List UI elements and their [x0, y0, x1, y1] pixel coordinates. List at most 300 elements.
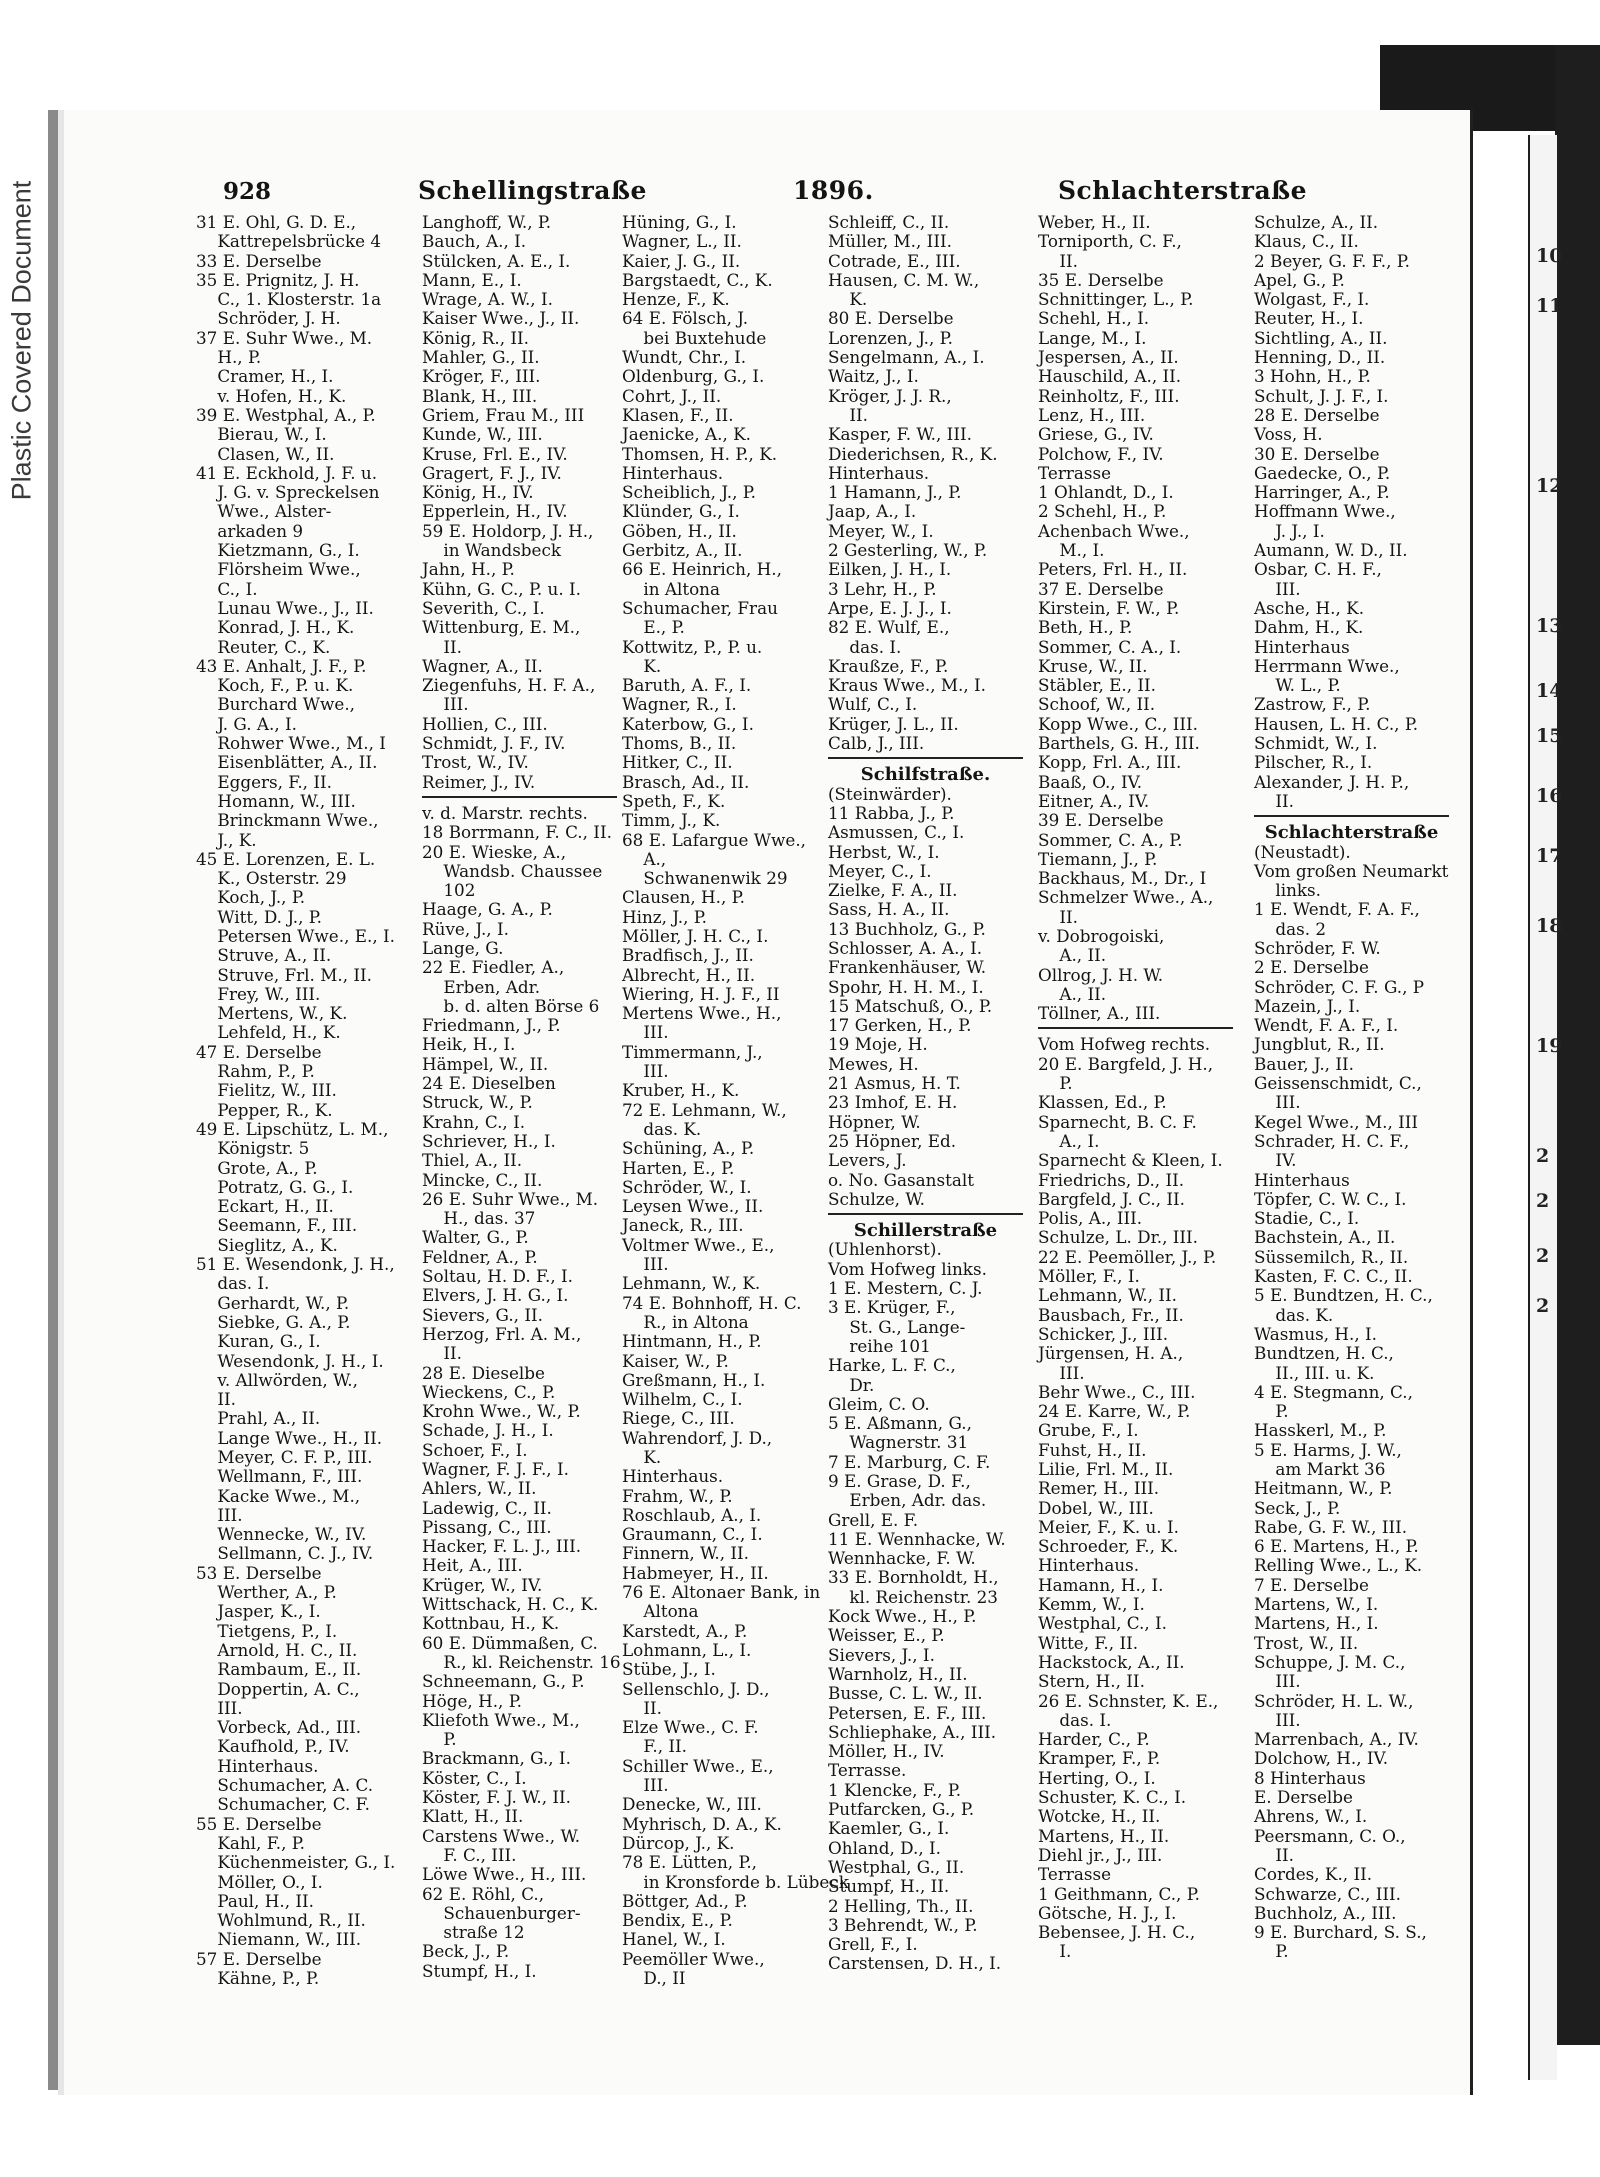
directory-entry: Thomsen, H. P., K. [622, 443, 778, 464]
directory-entry: Bradfisch, J., II. [622, 945, 754, 966]
directory-entry: v. Dobrogoiski, [1038, 925, 1165, 946]
directory-entry: reihe 101 [828, 1335, 931, 1356]
directory-entry: Severith, C., I. [422, 597, 545, 618]
directory-entry: Hasskerl, M., P. [1254, 1420, 1387, 1441]
directory-entry: Eckart, H., II. [196, 1196, 334, 1217]
directory-entry: Bauch, A., I. [422, 231, 527, 252]
directory-entry: Westphal, C., I. [1038, 1613, 1167, 1634]
directory-entry: 2 Helling, Th., II. [828, 1895, 974, 1916]
directory-entry: Calb, J., III. [828, 733, 925, 754]
directory-entry: Krüger, J. L., II. [828, 713, 959, 734]
directory-entry: Krüger, W., IV. [422, 1574, 543, 1595]
directory-entry: Kottnbau, H., K. [422, 1613, 560, 1634]
margin-fragment: 12 [1536, 475, 1563, 497]
directory-entry: 5 E. Harms, J. W., [1254, 1439, 1402, 1460]
directory-entry: Schriever, H., I. [422, 1130, 556, 1151]
directory-entry: Karstedt, A., P. [622, 1620, 748, 1641]
directory-entry: Kuran, G., I. [196, 1331, 321, 1352]
directory-entry: Töllner, A., III. [1038, 1003, 1161, 1024]
directory-entry: 3 Hohn, H., P. [1254, 366, 1371, 387]
directory-entry: 49 E. Lipschütz, L. M., [196, 1118, 389, 1139]
column-6 [1254, 213, 1449, 1962]
directory-entry: Mewes, H. [828, 1053, 919, 1074]
directory-entry: Hauschild, A., II. [1038, 366, 1182, 387]
directory-entry: 45 E. Lorenzen, E. L. [196, 848, 376, 869]
column-2 [422, 212, 621, 1981]
directory-entry: Löwe Wwe., H., III. [422, 1864, 587, 1885]
directory-entry: Schroeder, F., K. [1038, 1536, 1179, 1557]
directory-entry: Friedrichs, D., II. [1038, 1169, 1185, 1190]
directory-entry: Wilhelm, C., I. [622, 1389, 743, 1410]
directory-entry: Terrasse. [828, 1760, 907, 1781]
directory-entry: Bachstein, A., II. [1254, 1227, 1396, 1248]
directory-entry: Bauer, J., II. [1254, 1053, 1354, 1074]
directory-entry: Lehfeld, H., K. [196, 1022, 341, 1043]
directory-entry: 28 E. Derselbe [1254, 404, 1380, 425]
directory-entry: Lange, G. [422, 937, 504, 958]
directory-entry: Sass, H. A., II. [828, 899, 950, 920]
directory-entry: Hinterhaus. [622, 1466, 724, 1487]
directory-entry: König, H., IV. [422, 482, 534, 503]
directory-entry: 13 Buchholz, G., P. [828, 918, 986, 939]
directory-entry: Wagnerstr. 31 [828, 1432, 969, 1453]
directory-entry: Sievers, G., II. [422, 1304, 543, 1325]
directory-entry: 21 Asmus, H. T. [828, 1073, 961, 1094]
directory-entry: Kühn, G. C., P. u. I. [422, 578, 581, 599]
directory-entry: 22 E. Fiedler, A., [422, 957, 565, 978]
directory-entry: III. [1254, 578, 1301, 599]
street-heading: Schillerstraße [853, 1220, 998, 1242]
directory-entry: I. [1038, 1941, 1072, 1962]
directory-entry: Frahm, W., P. [622, 1485, 733, 1506]
directory-entry: 4 E. Stegmann, C., [1254, 1381, 1413, 1402]
directory-entry: Bierau, W., I. [196, 424, 327, 445]
directory-entry: Griem, Frau M., III [422, 404, 585, 425]
directory-entry: III. [196, 1697, 243, 1718]
directory-entry: A., II. [1038, 983, 1107, 1004]
directory-entry: Mazein, J., I. [1254, 995, 1361, 1016]
directory-entry: Diehl jr., J., III. [1038, 1844, 1163, 1865]
directory-entry: Beth, H., P. [1038, 617, 1133, 638]
directory-entry: Konrad, J. H., K. [196, 617, 355, 638]
directory-entry: Grube, F., I. [1038, 1420, 1139, 1441]
directory-entry: Apel, G., P. [1254, 269, 1345, 290]
directory-entry: Homann, W., III. [196, 790, 356, 811]
street-heading: Schlachterstraße [1264, 822, 1439, 844]
directory-entry: 1 Geithmann, C., P. [1038, 1883, 1200, 1904]
directory-entry: Wiering, H. J. F., II [622, 983, 780, 1004]
directory-entry: Wasmus, H., I. [1254, 1323, 1378, 1344]
directory-entry: 60 E. Dümmaßen, C. [422, 1632, 598, 1653]
directory-entry: Wieckens, C., P. [422, 1381, 556, 1402]
directory-entry: Busse, C. L. W., II. [828, 1683, 983, 1704]
right-street-title: Schlachterstraße [1058, 176, 1308, 205]
directory-entry: Hackstock, A., II. [1038, 1651, 1185, 1672]
directory-entry: II. [422, 636, 462, 657]
page-header [223, 176, 1308, 216]
directory-entry: Ohland, D., I. [828, 1837, 941, 1858]
directory-entry: 102 [422, 880, 476, 901]
directory-entry: Soltau, H. D. F., I. [422, 1266, 574, 1287]
directory-entry: K. [828, 289, 868, 310]
directory-entry: Elvers, J. H. G., I. [422, 1285, 569, 1306]
directory-entry: Walter, G., P. [422, 1227, 529, 1248]
directory-entry: Eggers, F., II. [196, 771, 332, 792]
directory-entry: Witte, F., II. [1038, 1632, 1139, 1653]
directory-entry: 57 E. Derselbe [196, 1948, 322, 1969]
directory-entry: St. G., Lange- [828, 1316, 966, 1337]
directory-entry: 20 E. Bargfeld, J. H., [1038, 1053, 1214, 1074]
directory-entry: 39 E. Derselbe [1038, 810, 1164, 831]
directory-entry: Stumpf, H., I. [422, 1960, 537, 1981]
directory-entry: Ziegenfuhs, H. F. A., [422, 675, 596, 696]
directory-entry: Sengelmann, A., I. [828, 347, 985, 368]
directory-entry: Meier, F., K. u. I. [1038, 1516, 1179, 1537]
margin-fragment: 2 [1536, 1190, 1550, 1212]
directory-entry: Speth, F., K. [622, 790, 726, 811]
directory-entry: Lehmann, W., K. [622, 1273, 761, 1294]
directory-entry: 30 E. Derselbe [1254, 443, 1380, 464]
directory-entry: Herting, O., I. [1038, 1767, 1156, 1788]
directory-entry: Martens, W., I. [1254, 1594, 1379, 1615]
directory-entry: Voss, H. [1254, 424, 1323, 445]
directory-entry: Struck, W., P. [422, 1092, 533, 1113]
directory-entry: Sieglitz, A., K. [196, 1234, 338, 1255]
directory-entry: Wellmann, F., III. [196, 1466, 363, 1487]
directory-entry: Koch, J., P. [196, 887, 306, 908]
directory-entry: Zielke, F. A., II. [828, 880, 958, 901]
directory-entry: Vom Hofweg rechts. [1038, 1034, 1211, 1055]
directory-entry: Dr. [828, 1374, 875, 1395]
directory-entry: 80 E. Derselbe [828, 308, 954, 329]
directory-entry: 25 Höpner, Ed. [828, 1130, 957, 1151]
directory-entry: Stern, H., II. [1038, 1671, 1145, 1692]
directory-entry: II. [1038, 250, 1078, 271]
directory-entry: Tietgens, P., I. [196, 1620, 338, 1641]
directory-entry: Wundt, Chr., I. [622, 347, 747, 368]
directory-entry: Klassen, Ed., P. [1038, 1092, 1167, 1113]
directory-entry: Harten, E., P. [622, 1157, 735, 1178]
directory-entry: Herbst, W., I. [828, 841, 940, 862]
directory-entry: Trost, W., IV. [422, 752, 529, 773]
directory-entry: 26 E. Suhr Wwe., M. [422, 1188, 599, 1209]
directory-entry: J., K. [196, 829, 257, 850]
directory-entry: Wwe., Alster- [196, 501, 332, 522]
directory-entry: Bundtzen, H. C., [1254, 1343, 1394, 1364]
directory-entry: Reinholtz, F., III. [1038, 385, 1180, 406]
margin-fragment: 17 [1536, 845, 1563, 867]
directory-entry: A., [622, 848, 667, 869]
directory-entry: 22 E. Peemöller, J., P. [1038, 1246, 1217, 1267]
directory-entry: Epperlein, H., IV. [422, 501, 568, 522]
directory-entry: Schwanenwik 29 [622, 868, 788, 889]
directory-entry: Backhaus, M., Dr., I [1038, 868, 1207, 889]
directory-entry: K., Osterstr. 29 [196, 868, 347, 889]
directory-entry: Peemöller Wwe., [622, 1948, 765, 1969]
directory-entry: Grell, F., I. [828, 1934, 918, 1955]
directory-entry: Lunau Wwe., J., II. [196, 597, 374, 618]
directory-entry: F. C., III. [422, 1844, 517, 1865]
directory-entry: Polis, A., III. [1038, 1208, 1143, 1229]
directory-entry: Hoffmann Wwe., [1254, 501, 1396, 522]
directory-entry: II. [622, 1697, 662, 1718]
directory-entry: Schulze, A., II. [1254, 212, 1379, 232]
directory-entry: Friedmann, J., P. [422, 1015, 561, 1036]
directory-entry: Remer, H., III. [1038, 1478, 1160, 1499]
directory-entry: Wennhacke, F. W. [828, 1548, 976, 1569]
directory-entry: Küchenmeister, G., I. [196, 1852, 396, 1873]
directory-entry: Graumann, C., I. [622, 1524, 763, 1545]
directory-entry: Schulze, L. Dr., III. [1038, 1227, 1198, 1248]
directory-entry: am Markt 36 [1254, 1459, 1386, 1479]
directory-entry: v. Allwörden, W., [196, 1369, 358, 1390]
directory-entry: R., in Altona [622, 1311, 749, 1332]
directory-entry: 51 E. Wesendonk, J. H., [196, 1254, 395, 1275]
directory-entry: 68 E. Lafargue Wwe., [622, 829, 807, 850]
directory-entry: Kasten, F. C. C., II. [1254, 1266, 1413, 1287]
column-4 [828, 213, 1023, 1974]
directory-entry: 3 E. Krüger, F., [828, 1297, 956, 1318]
directory-entry: Waitz, J., I. [828, 366, 919, 387]
directory-entry: 37 E. Suhr Wwe., M. [196, 327, 373, 348]
directory-entry: Grell, E. F. [828, 1509, 919, 1530]
directory-entry: Rabe, G. F. W., III. [1254, 1516, 1408, 1537]
directory-entry: Kahl, F., P. [196, 1832, 305, 1853]
directory-entry: Achenbach Wwe., [1038, 520, 1190, 541]
directory-entry: Levers, J. [828, 1150, 907, 1171]
directory-entry: H., P. [196, 347, 262, 368]
directory-entry: Feldner, A., P. [422, 1246, 538, 1267]
directory-entry: Wagner, A., II. [422, 655, 543, 676]
directory-entry: Köster, F. J. W., II. [422, 1787, 572, 1808]
directory-entry: Martens, H., II. [1038, 1825, 1170, 1846]
directory-entry: Kaiser, W., P. [622, 1350, 729, 1371]
directory-entry: 3 Lehr, H., P. [828, 578, 937, 599]
directory-entry: Flörsheim Wwe., [196, 559, 361, 580]
directory-entry: Behr Wwe., C., III. [1038, 1381, 1196, 1402]
directory-entry: bei Buxtehude [622, 327, 767, 348]
directory-entry: 28 E. Dieselbe [422, 1362, 545, 1383]
directory-entry: Reuter, C., K. [196, 636, 331, 657]
directory-entry: Petersen, E. F., III. [828, 1702, 987, 1723]
directory-entry: 6 E. Martens, H., P. [1254, 1536, 1419, 1557]
directory-entry: II. [1038, 906, 1078, 927]
directory-entry: 20 E. Wieske, A., [422, 841, 567, 862]
directory-entry: Habmeyer, H., II. [622, 1562, 769, 1583]
directory-entry: Janeck, R., III. [622, 1215, 744, 1236]
directory-entry: Rambaum, E., II. [196, 1659, 362, 1680]
directory-entry: Schleiff, C., II. [828, 212, 950, 232]
directory-entry: Frey, W., III. [196, 983, 321, 1004]
directory-entry: Tiemann, J., P. [1038, 848, 1158, 869]
directory-entry: Lilie, Frl. M., II. [1038, 1459, 1174, 1479]
directory-entry: Wittschack, H. C., K. [422, 1594, 599, 1615]
directory-entry: Hinterhaus [1254, 636, 1350, 657]
directory-entry: Kruse, Frl. E., IV. [422, 443, 568, 464]
directory-entry: Möller, O., I. [196, 1871, 323, 1892]
directory-entry: kl. Reichenstr. 23 [828, 1586, 998, 1607]
directory-entry: straße 12 [422, 1922, 525, 1943]
directory-entry: Schiller Wwe., E., [622, 1755, 774, 1776]
directory-entry: 5 E. Bundtzen, H. C., [1254, 1285, 1433, 1306]
directory-entry: Schulze, W. [828, 1188, 925, 1209]
directory-entry: Mahler, G., II. [422, 347, 540, 368]
directory-entry: 1 Klencke, F., P. [828, 1779, 962, 1800]
directory-entry: Schlosser, A. A., I. [828, 937, 983, 958]
directory-entry: 7 E. Derselbe [1254, 1574, 1369, 1595]
directory-entry: Thoms, B., II. [622, 733, 737, 754]
directory-entry: das. I. [828, 636, 902, 657]
directory-entry: II. [1254, 790, 1294, 811]
directory-entry: 19 Moje, H. [828, 1034, 928, 1055]
directory-entry: Rüve, J., I. [422, 918, 509, 939]
directory-entry: Struve, A., II. [196, 945, 332, 966]
directory-entry: Stäbler, E., II. [1038, 675, 1156, 696]
directory-entry: Reuter, H., I. [1254, 308, 1364, 329]
directory-entry: Peters, Frl. H., II. [1038, 559, 1188, 580]
directory-entry: J. J., I. [1254, 520, 1325, 541]
directory-entry: 7 E. Marburg, C. F. [828, 1451, 991, 1472]
directory-entry: Doppertin, A. C., [196, 1678, 360, 1699]
directory-entry: Wulf, C., I. [828, 694, 918, 715]
directory-entry: Scheiblich, J., P. [622, 482, 757, 503]
directory-entry: b. d. alten Börse 6 [422, 995, 600, 1016]
directory-entry: Kröger, J. J. R., [828, 385, 952, 406]
directory-entry: Werther, A., P. [196, 1582, 337, 1603]
directory-entry: Albrecht, H., II. [622, 964, 756, 985]
directory-entry: Lange Wwe., H., II. [196, 1427, 383, 1448]
directory-entry: v. d. Marstr. rechts. [422, 802, 588, 823]
directory-entry: Kietzmann, G., I. [196, 540, 360, 561]
directory-entry: Rohwer Wwe., M., I [196, 733, 386, 754]
directory-entry: III. [1254, 1709, 1301, 1730]
directory-entry: Seck, J., P. [1254, 1497, 1341, 1518]
directory-entry: Kemm, W., I. [1038, 1594, 1145, 1615]
directory-entry: 26 E. Schnster, K. E., [1038, 1690, 1219, 1711]
directory-entry: II. [1254, 1844, 1294, 1865]
directory-entry: Marrenbach, A., IV. [1254, 1729, 1419, 1750]
directory-entry: Riege, C., III. [622, 1408, 735, 1429]
directory-entry: Leysen Wwe., II. [622, 1196, 764, 1217]
directory-entry: 2 Gesterling, W., P. [828, 540, 988, 561]
directory-entry: Hitker, C., II. [622, 752, 733, 773]
directory-entry: Terrasse [1038, 462, 1112, 483]
directory-entry: 59 E. Holdorp, J. H., [422, 520, 594, 541]
directory-entry: 2 E. Derselbe [1254, 957, 1369, 978]
directory-entry: III. [1254, 1092, 1301, 1113]
directory-entry: das. I. [1038, 1709, 1112, 1730]
margin-fragment: 19 [1536, 1035, 1563, 1057]
directory-entry: II. [828, 404, 868, 425]
directory-entry: Stumpf, H., II. [828, 1876, 950, 1897]
directory-entry: Dürcop, J., K. [622, 1832, 735, 1853]
directory-entry: Clasen, W., II. [196, 443, 335, 464]
directory-entry: Ladewig, C., II. [422, 1497, 552, 1518]
directory-entry: D., II [622, 1968, 686, 1989]
directory-entry: Wennecke, W., IV. [196, 1524, 367, 1545]
directory-entry: Hinterhaus. [622, 462, 724, 483]
directory-entry: Schult, J. J. F., I. [1254, 385, 1389, 406]
directory-entry: Langhoff, W., P. [422, 212, 552, 232]
directory-entry: 33 E. Derselbe [196, 250, 322, 271]
directory-entry: Paul, H., II. [196, 1890, 314, 1911]
directory-entry: Witt, D. J., P. [196, 906, 322, 927]
directory-entry: J. G. v. Spreckelsen [196, 482, 380, 503]
directory-entry: Schröder, H. L. W., [1254, 1690, 1414, 1711]
left-street-title: Schellingstraße [418, 176, 647, 205]
directory-entry: III. [622, 1254, 669, 1275]
directory-entry: Heik, H., I. [422, 1034, 516, 1055]
directory-entry: (Neustadt). [1254, 841, 1351, 862]
directory-entry: Burchard Wwe., [196, 694, 356, 715]
directory-entry: Schehl, H., I. [1038, 308, 1150, 329]
directory-entry: 9 E. Burchard, S. S., [1254, 1922, 1427, 1943]
directory-entry: Möller, H., IV. [828, 1741, 945, 1762]
directory-entry: Mertens, W., K. [196, 1003, 348, 1024]
directory-entry: Hollien, C., III. [422, 713, 548, 734]
directory-entry: Herzog, Frl. A. M., [422, 1323, 582, 1344]
directory-entry: Koch, F., P. u. K. [196, 675, 354, 696]
directory-entry: Schumacher, C. F. [196, 1794, 371, 1815]
directory-entry: III. [1254, 1671, 1301, 1692]
directory-entry: 11 Rabba, J., P. [828, 802, 955, 823]
directory-entry: Carstens Wwe., W. [422, 1825, 581, 1846]
directory-entry: Kruse, W., II. [1038, 655, 1148, 676]
directory-entry: Bargstaedt, C., K. [622, 269, 773, 290]
directory-entry: Pilscher, R., I. [1254, 752, 1373, 773]
directory-entry: Schauenburger- [422, 1902, 581, 1923]
directory-entry: III. [622, 1061, 669, 1082]
directory-entry: Spohr, H. H. M., I. [828, 976, 984, 997]
directory-entry: Prahl, A., II. [196, 1408, 321, 1429]
directory-entry: Wrage, A. W., I. [422, 289, 553, 310]
directory-entry: III. [622, 1022, 669, 1043]
directory-entry: Schröder, W., I. [622, 1176, 752, 1197]
directory-entry: 74 E. Bohnhoff, H. C. [622, 1292, 802, 1313]
directory-entry: Hinterhaus. [196, 1755, 319, 1776]
directory-entry: Asche, H., K. [1254, 597, 1365, 618]
directory-entry: Schüning, A., P. [622, 1138, 755, 1159]
directory-entry: o. No. Gasanstalt [828, 1169, 974, 1190]
directory-entry: P. [422, 1729, 457, 1750]
directory-entry: Heitmann, W., P. [1254, 1478, 1393, 1499]
directory-entry: Schade, J. H., I. [422, 1420, 554, 1441]
directory-entry: das. 2 [1254, 918, 1327, 939]
year-title: 1896. [793, 176, 874, 205]
directory-entry: Osbar, C. H. F., [1254, 559, 1382, 580]
directory-entry: Schumacher, Frau [622, 597, 778, 618]
directory-entry: Kock Wwe., H., P. [828, 1606, 977, 1627]
directory-entry: Hinterhaus. [1038, 1555, 1140, 1576]
directory-entry: IV. [1254, 1150, 1297, 1171]
directory-entry: Hacker, F. L. J., III. [422, 1536, 582, 1557]
directory-entry: III. [422, 694, 469, 715]
directory-entry: Martens, H., I. [1254, 1613, 1379, 1634]
directory-entry: Ahlers, W., II. [422, 1478, 537, 1499]
directory-entry: Möller, J. H. C., I. [622, 925, 769, 946]
directory-entry: Klünder, G., I. [622, 501, 740, 522]
directory-entry: Sellenschlo, J. D., [622, 1678, 770, 1699]
directory-entry: Mann, E., I. [422, 269, 522, 290]
next-page-edge [1528, 135, 1563, 2080]
directory-entry: Greßmann, H., I. [622, 1369, 766, 1390]
directory-entry: Cotrade, E., III. [828, 250, 961, 271]
directory-entry: Frankenhäuser, W. [828, 957, 987, 978]
directory-entry: Kraus Wwe., M., I. [828, 675, 987, 696]
margin-fragment: 10 [1536, 245, 1563, 267]
directory-entry: 66 E. Heinrich, H., [622, 559, 782, 580]
directory-entry: Lohmann, L., I. [622, 1639, 752, 1660]
